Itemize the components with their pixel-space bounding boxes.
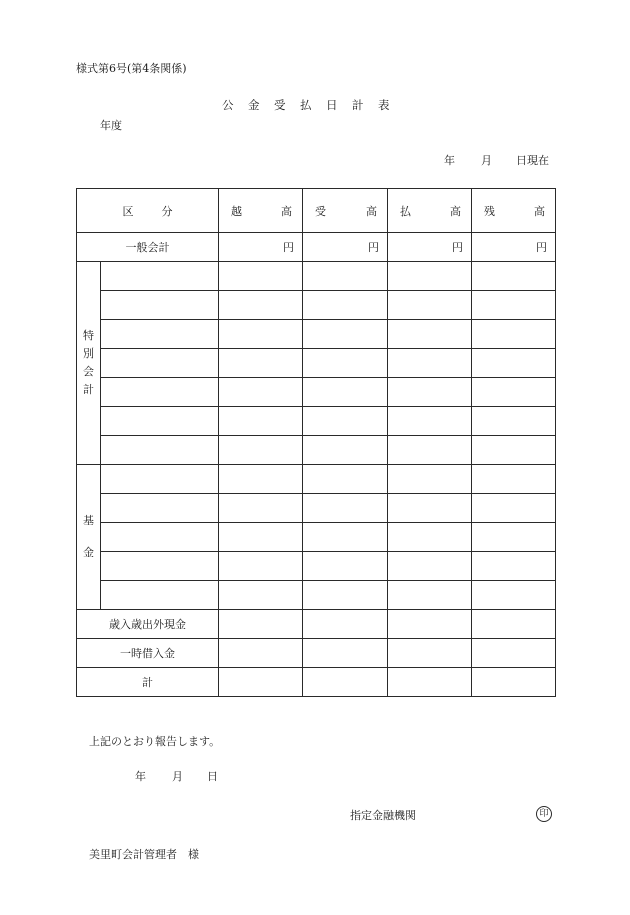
report-day: 日: [207, 770, 218, 783]
title-char: 日: [326, 98, 338, 112]
total-label: 計: [77, 668, 219, 697]
title-char: 表: [378, 98, 390, 112]
temporary-loan-label: 一時借入金: [77, 639, 219, 668]
cash-outside-budget-row: [77, 610, 556, 639]
receipts-payments-table: [76, 188, 556, 697]
yen-unit: 円: [388, 233, 472, 262]
fund-row: [77, 581, 556, 610]
form-number: 様式第6号(第4条関係): [76, 62, 187, 75]
as-of-year: 年: [444, 154, 455, 167]
report-statement: 上記のとおり報告します。: [89, 735, 221, 748]
report-year: 年: [135, 770, 146, 783]
table-header-row: [77, 189, 556, 233]
fund-row: [77, 523, 556, 552]
temporary-loan-row: [77, 639, 556, 668]
title-char: 計: [352, 98, 364, 112]
header-receipts: 受 高: [303, 189, 388, 233]
special-account-row: [77, 320, 556, 349]
general-account-row: [77, 233, 556, 262]
yen-unit: 円: [303, 233, 388, 262]
yen-unit: 円: [472, 233, 556, 262]
header-carryover: 越 高: [219, 189, 303, 233]
seal-stamp-icon: 印: [536, 806, 552, 822]
cash-outside-budget-label: 歳入歳出外現金: [77, 610, 219, 639]
header-category: 区 分: [77, 189, 219, 233]
as-of-date: [444, 152, 549, 168]
fund-row: [77, 552, 556, 581]
special-account-row: [77, 291, 556, 320]
addressee: 美里町会計管理者 様: [89, 848, 199, 861]
title-char: 金: [248, 98, 260, 112]
as-of-month: 月: [481, 154, 492, 167]
fund-row: [77, 494, 556, 523]
general-account-label: 一般会計: [77, 233, 219, 262]
special-account-row: [77, 262, 556, 291]
header-balance: 残 高: [472, 189, 556, 233]
title-char: 払: [300, 98, 312, 112]
title-char: 公: [222, 98, 234, 112]
fiscal-year-label: 年度: [100, 119, 122, 132]
report-month: 月: [172, 770, 183, 783]
header-payments: 払 高: [388, 189, 472, 233]
designated-bank-label: 指定金融機関: [350, 809, 416, 822]
special-account-row: [77, 407, 556, 436]
as-of-day: 日現在: [516, 154, 549, 167]
document-title: [222, 97, 404, 113]
fund-label: 基 金: [77, 465, 101, 610]
special-account-row: [77, 378, 556, 407]
yen-unit: 円: [219, 233, 303, 262]
fund-row: [77, 465, 556, 494]
special-account-label: 特 別 会 計: [77, 262, 101, 465]
special-account-row: [77, 436, 556, 465]
special-account-row: [77, 349, 556, 378]
report-date: [135, 768, 218, 784]
total-row: [77, 668, 556, 697]
title-char: 受: [274, 98, 286, 112]
